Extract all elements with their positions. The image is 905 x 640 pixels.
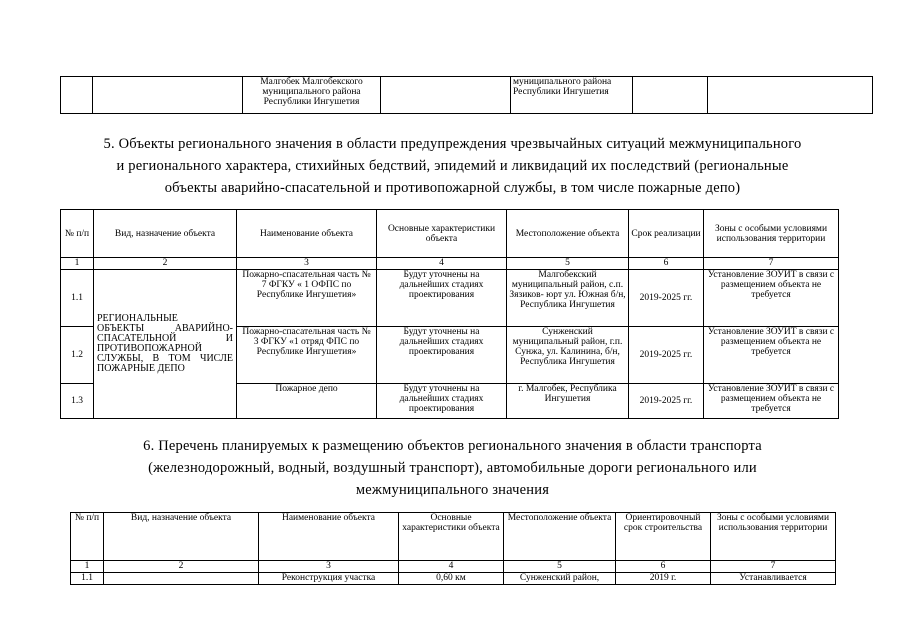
s6-header-term: Ориентировочный срок строительства (616, 513, 711, 561)
s5-group-label-line: СЛУЖБЫ, В ТОМ ЧИСЛЕ (97, 353, 233, 364)
s5-group-label-line: ПРОТИВОПОЖАРНОЙ (97, 343, 202, 354)
s6-colnum: 5 (504, 561, 616, 573)
s5-colnum: 4 (377, 258, 507, 270)
s5-row-name: Пожарно-спасательная часть № 7 ФГКУ « 1 ОФПС по Республике Ингушетия» (237, 270, 377, 327)
section6-title-line: межмуниципального значения (355, 482, 550, 498)
s5-row-chars: Будут уточнены на дальнейших стадиях проектирования (377, 384, 507, 419)
s5-row-term: 2019-2025 гг. (629, 384, 704, 419)
s5-header-name: Наименование объекта (237, 210, 377, 258)
top-continuation-table (60, 76, 873, 114)
section5-title-line: объекты аварийно-спасательной и противопожарной службы, в том числе пожарные депо) (164, 180, 741, 196)
top-cell-1 (61, 77, 93, 114)
s5-row-zones: Установление ЗОУИТ в связи с размещением объекта не требуется (704, 270, 839, 327)
s6-row-zones: Устанавливается (711, 573, 836, 585)
s6-row-location: Сунженский район, (504, 573, 616, 585)
s6-colnum: 6 (616, 561, 711, 573)
section6-title-line: 6. Перечень планируемых к размещению объектов регионального значения в области транспорта (143, 438, 762, 454)
s5-header-num: № п/п (61, 210, 94, 258)
s5-row-num: 1.1 (61, 270, 94, 327)
s6-row-num: 1.1 (71, 573, 104, 585)
section5-table (60, 209, 839, 419)
section6-title-line: (железнодорожный, водный, воздушный транспорт), автомобильные дороги регионального или (148, 460, 757, 476)
s5-row-num: 1.2 (61, 327, 94, 384)
s5-row-name: Пожарно-спасательная часть № 3 ФГКУ «1 отряд ФПС по Республикe Ингушетия» (237, 327, 377, 384)
s5-colnum: 2 (94, 258, 237, 270)
s5-group-label-line: ПОЖАРНЫЕ ДЕПО (97, 363, 185, 374)
s6-row-name: Реконструкция участка (259, 573, 399, 585)
top-cell-3 (243, 77, 381, 114)
section6-title (40, 435, 865, 501)
s5-row-term: 2019-2025 гг. (629, 327, 704, 384)
top-cell-2 (93, 77, 243, 114)
s5-colnum: 7 (704, 258, 839, 270)
s6-colnum: 2 (104, 561, 259, 573)
section5-title-line: 5. Объекты регионального значения в области предупреждения чрезвычайных ситуаций межмуниципального (103, 136, 802, 152)
s6-header-type: Вид, назначение объекта (104, 513, 259, 561)
s6-colnum: 7 (711, 561, 836, 573)
s5-row-name: Пожарное депо (237, 384, 377, 419)
s5-colnum: 1 (61, 258, 94, 270)
s6-header-zones: Зоны с особыми условиями использования территории (711, 513, 836, 561)
s5-row-zones: Установление ЗОУИТ в связи с размещением объекта не требуется (704, 327, 839, 384)
s6-row-type (104, 573, 259, 585)
s5-row-location: Сунженский муниципальный район, г.п. Сунжа, ул. Калинина, б/н, Республика Ингушетия (507, 327, 629, 384)
section5-title (40, 133, 865, 199)
s6-row-chars: 0,60 км (399, 573, 504, 585)
top-cell-6 (633, 77, 708, 114)
s6-header-name: Наименование объекта (259, 513, 399, 561)
s6-header-location: Местоположение объекта (504, 513, 616, 561)
s6-row-term: 2019 г. (616, 573, 711, 585)
s5-header-chars: Основные характеристики объекта (377, 210, 507, 258)
top-cell-5 (511, 77, 633, 114)
s5-row-term: 2019-2025 гг. (629, 270, 704, 327)
s6-header-num: № п/п (71, 513, 104, 561)
s5-group-label-line: СПАСАТЕЛЬНОЙ И (97, 333, 233, 344)
s5-header-type: Вид, назначение объекта (94, 210, 237, 258)
table-row (61, 270, 839, 327)
s5-colnum: 3 (237, 258, 377, 270)
section6-table (70, 512, 836, 585)
s6-colnum: 3 (259, 561, 399, 573)
top-cell-4 (381, 77, 511, 114)
s5-row-chars: Будут уточнены на дальнейших стадиях проектирования (377, 270, 507, 327)
s5-group-label (94, 270, 237, 419)
s5-row-chars: Будут уточнены на дальнейших стадиях проектирования (377, 327, 507, 384)
s6-header-chars: Основные характеристики объекта (399, 513, 504, 561)
table-row (71, 573, 836, 585)
s5-header-location: Местоположение объекта (507, 210, 629, 258)
top-cell-3-line: муниципального района (262, 87, 361, 97)
s6-colnum: 4 (399, 561, 504, 573)
s6-colnum: 1 (71, 561, 104, 573)
s5-row-zones: Установление ЗОУИТ в связи с размещением объекта не требуется (704, 384, 839, 419)
top-cell-3-line: Малгобек Малгобекского (260, 77, 363, 87)
s5-header-zones: Зоны с особыми условиями использования территории (704, 210, 839, 258)
top-cell-7 (708, 77, 873, 114)
top-cell-5-line: муниципального района (513, 77, 612, 87)
top-cell-3-line: Республики Ингушетия (263, 97, 360, 107)
top-cell-5-line: Республики Ингушетия (513, 87, 609, 97)
s5-row-location: г. Малгобек, Республика Ингушетия (507, 384, 629, 419)
section5-title-line: и регионального характера, стихийных бедствий, эпидемий и ликвидаций их последствий (региональные (116, 158, 789, 174)
s5-group-label-line: ОБЪЕКТЫ АВАРИЙНО- (97, 323, 233, 334)
s5-row-num: 1.3 (61, 384, 94, 419)
s5-group-label-line: РЕГИОНАЛЬНЫЕ (97, 313, 178, 324)
s5-colnum: 6 (629, 258, 704, 270)
s5-header-term: Срок реализации (629, 210, 704, 258)
s5-colnum: 5 (507, 258, 629, 270)
s5-row-location: Малгобекский муниципальный район, с.п. Зязиков- юрт ул. Южная б/н, Республика Ингушетия (507, 270, 629, 327)
